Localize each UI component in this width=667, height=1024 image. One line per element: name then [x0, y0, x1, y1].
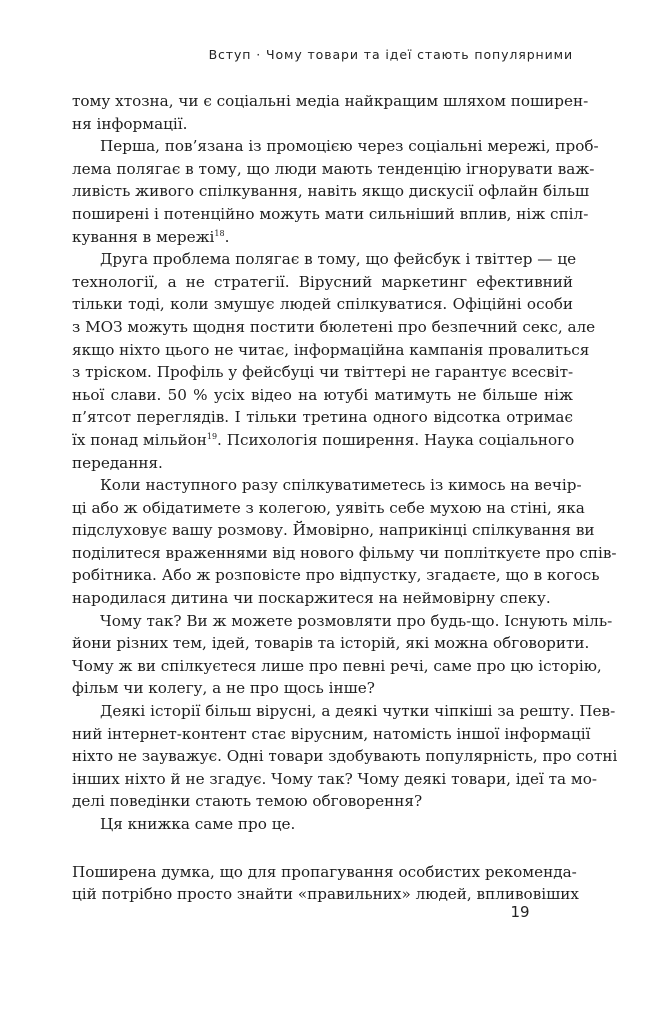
text-line — [72, 226, 573, 249]
text-line: ня інформації. — [72, 114, 188, 133]
text-line: тільки тоді, коли змушує людей спілкуватися. Офіційні особи — [72, 295, 573, 314]
text-line: ці або ж обідатимете з колегою, уявіть себе мухою на стіні, яка — [72, 498, 585, 517]
paragraph — [72, 813, 573, 836]
text-line: Чому ж ви спілкуєтеся лише про певні речі, саме про цю історію, — [72, 656, 602, 675]
paragraph — [72, 861, 579, 906]
text-line: цій потрібно просто знайти «правильних» людей, впливовіших — [72, 885, 579, 904]
text-line: підслуховує вашу розмову. Ймовірно, наприкінці спілкування ви — [72, 521, 595, 540]
text-line: з тріском. Профіль у фейсбуці чи твіттері не гарантує всесвіт- — [72, 363, 574, 382]
text-line: технології, а не стратегії. Вірусний маркетинг ефективний — [72, 272, 573, 291]
text-fragment: кування в мережі — [72, 227, 215, 246]
text-line: Друга проблема полягає в тому, що фейсбук і твіттер — це — [100, 250, 577, 269]
text-line: Чому так? Ви ж можете розмовляти про будь-що. Існують міль- — [100, 611, 613, 630]
text-line: якщо ніхто цього не читає, інформаційна кампанія провалиться — [72, 340, 590, 359]
text-line: поширені і потенційно можуть мати сильніший вплив, ніж спіл- — [72, 204, 589, 223]
text-line: Деякі історії більш вірусні, а деякі чутки чіпкіші за решту. Пев- — [100, 702, 616, 721]
text-line: п’ятсот переглядів. І тільки третина одного відсотка отримає — [72, 408, 573, 427]
paragraph — [72, 135, 599, 248]
text-line: йони різних тем, ідей, товарів та історій, які можна обговорити. — [72, 634, 590, 653]
text-line: інших ніхто й не згадує. Чому так? Чому деякі товари, ідеї та мо- — [72, 769, 598, 788]
text-fragment: їх понад мільйон — [72, 430, 207, 449]
text-line: ніхто не зауважує. Одні товари здобувають популярність, про сотні — [72, 747, 618, 766]
text-fragment: . — [224, 227, 230, 246]
page-number: 19 — [510, 903, 530, 921]
section-gap — [72, 836, 573, 861]
text-line: Ця книжка саме про це. — [100, 815, 296, 833]
paragraph — [72, 90, 589, 135]
text-line: лема полягає в тому, що люди мають тенденцію ігнорувати важ- — [72, 159, 595, 178]
paragraph — [72, 248, 596, 474]
footnote-marker[interactable]: 19 — [206, 431, 218, 441]
text-line: Перша, пов’язана із промоцією через соціальні мережі, проб- — [100, 137, 599, 156]
text-line: ньої слави. 50 % усіх відео на ютубі матимуть не більше ніж — [72, 385, 573, 404]
text-line: з МОЗ можуть щодня постити бюлетені про безпечний секс, але — [72, 317, 596, 336]
text-line: народилася дитина чи поскаржитеся на неймовірну спеку. — [72, 589, 551, 608]
paragraph — [72, 610, 613, 700]
text-line: Коли наступного разу спілкуватиметесь із кимось на вечір- — [100, 476, 582, 495]
footnote-marker[interactable]: 18 — [214, 228, 225, 238]
text-line: ний інтернет-контент стає вірусним, натомість іншої інформації — [72, 724, 591, 743]
text-fragment: . Психологія поширення. Наука соціального — [217, 430, 575, 449]
text-line: поділитеся враженнями від нового фільму чи попліткуєте про спів- — [72, 543, 617, 562]
paragraph — [72, 474, 617, 610]
running-head: Вступ · Чому товари та ідеї стають популярними — [208, 47, 573, 62]
body-text — [72, 90, 618, 906]
text-line: Поширена думка, що для пропагування особистих рекоменда- — [72, 862, 577, 881]
text-line: фільм чи колегу, а не про щось інше? — [72, 679, 375, 698]
text-line: робітника. Або ж розповісте про відпустку, згадаєте, що в когось — [72, 566, 600, 585]
text-line: ливість живого спілкування, навіть якщо дискусії офлайн більш — [72, 182, 590, 201]
text-line: тому хтозна, чи є соціальні медіа найкращим шляхом поширен- — [72, 92, 589, 110]
text-line: делі поведінки стають темою обговорення? — [72, 792, 423, 811]
text-line — [72, 429, 573, 452]
text-line: передання. — [72, 453, 163, 472]
paragraph — [72, 700, 618, 813]
